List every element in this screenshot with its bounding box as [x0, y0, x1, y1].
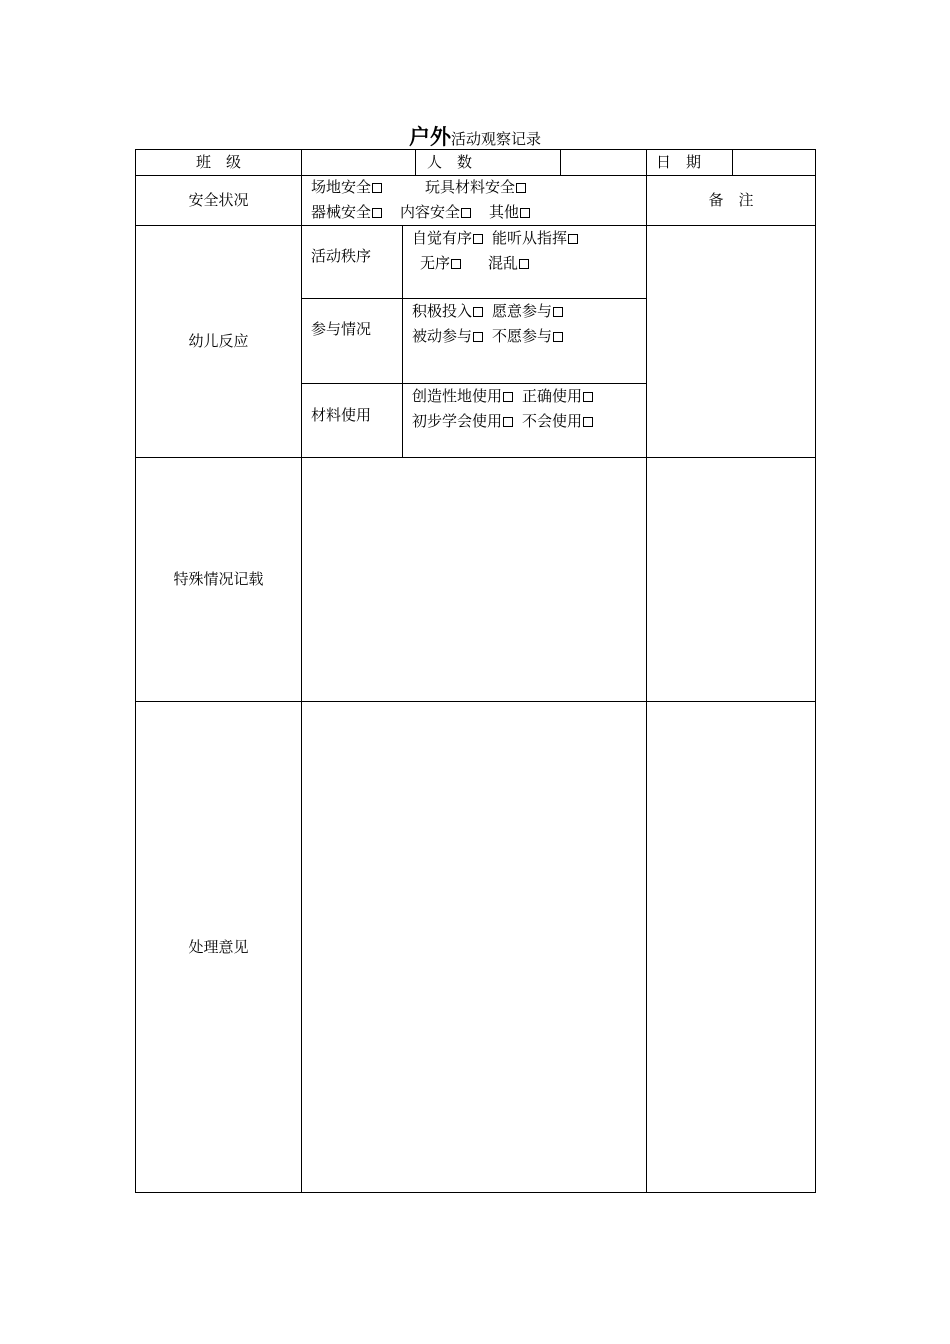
checkbox-option[interactable]: 不会使用 [522, 409, 593, 434]
date-label: 日 期 [656, 153, 702, 171]
checkbox-icon[interactable] [516, 183, 526, 193]
checkbox-icon[interactable] [473, 234, 483, 244]
materials-options [412, 384, 646, 457]
order-label: 活动秩序 [311, 247, 372, 265]
notes-label: 备 注 [708, 191, 754, 209]
checkbox-icon[interactable] [519, 259, 529, 269]
checkbox-option[interactable]: 积极投入 [412, 299, 483, 324]
checkbox-icon[interactable] [583, 417, 593, 427]
participation-options [412, 299, 646, 383]
checkbox-option[interactable]: 器械安全 [311, 200, 382, 225]
checkbox-icon[interactable] [553, 307, 563, 317]
order-options-row1 [412, 226, 646, 251]
order-options [412, 226, 646, 298]
checkbox-icon[interactable] [503, 392, 513, 402]
checkbox-option[interactable]: 愿意参与 [492, 299, 563, 324]
reaction-notes-field[interactable] [647, 226, 815, 457]
safety-label: 安全状况 [188, 191, 249, 209]
checkbox-icon[interactable] [583, 392, 593, 402]
safety-options [311, 175, 646, 225]
checkbox-option[interactable]: 能听从指挥 [492, 226, 578, 251]
materials-label: 材料使用 [311, 406, 372, 424]
checkbox-icon[interactable] [461, 208, 471, 218]
checkbox-option[interactable]: 正确使用 [522, 384, 593, 409]
count-field[interactable] [561, 150, 646, 175]
class-field[interactable] [302, 150, 415, 175]
special-notes-field[interactable] [647, 458, 815, 701]
checkbox-option[interactable]: 不愿参与 [492, 324, 563, 349]
class-label: 班 级 [195, 153, 241, 171]
form-title [0, 124, 950, 152]
order-options-row2 [412, 251, 646, 276]
handling-field[interactable] [302, 702, 646, 1192]
table-line [415, 149, 416, 175]
title-main: 户外 [408, 124, 451, 149]
count-label: 人 数 [427, 153, 473, 171]
materials-options-row2 [412, 409, 646, 434]
participation-options-row2 [412, 324, 646, 349]
materials-options-row1 [412, 384, 646, 409]
checkbox-icon[interactable] [503, 417, 513, 427]
handling-label: 处理意见 [188, 937, 249, 956]
special-label: 特殊情况记载 [173, 570, 264, 588]
checkbox-option[interactable]: 被动参与 [412, 324, 483, 349]
checkbox-option[interactable]: 场地安全 [311, 175, 382, 200]
safety-options-row2 [311, 200, 646, 225]
checkbox-icon[interactable] [372, 183, 382, 193]
checkbox-icon[interactable] [568, 234, 578, 244]
table-line [815, 149, 816, 1193]
participation-options-row1 [412, 299, 646, 324]
checkbox-icon[interactable] [372, 208, 382, 218]
reaction-label: 幼儿反应 [188, 332, 249, 350]
checkbox-option[interactable]: 混乱 [488, 251, 529, 276]
checkbox-icon[interactable] [451, 259, 461, 269]
date-field[interactable] [733, 150, 815, 175]
checkbox-option[interactable]: 自觉有序 [412, 226, 483, 251]
checkbox-option[interactable]: 初步学会使用 [412, 409, 513, 434]
checkbox-icon[interactable] [553, 332, 563, 342]
checkbox-icon[interactable] [473, 307, 483, 317]
safety-options-row1 [311, 175, 646, 200]
special-record-field[interactable] [302, 458, 646, 701]
table-line [135, 1192, 816, 1193]
handling-notes-field[interactable] [647, 702, 815, 1192]
checkbox-option[interactable]: 其他 [489, 200, 530, 225]
checkbox-icon[interactable] [520, 208, 530, 218]
checkbox-option[interactable]: 玩具材料安全 [425, 175, 526, 200]
checkbox-option[interactable]: 创造性地使用 [412, 384, 513, 409]
table-line [402, 225, 403, 457]
checkbox-option[interactable]: 无序 [420, 251, 461, 276]
participation-label: 参与情况 [311, 320, 372, 338]
checkbox-option[interactable]: 内容安全 [400, 200, 471, 225]
title-sub: 活动观察记录 [450, 130, 541, 148]
checkbox-icon[interactable] [473, 332, 483, 342]
